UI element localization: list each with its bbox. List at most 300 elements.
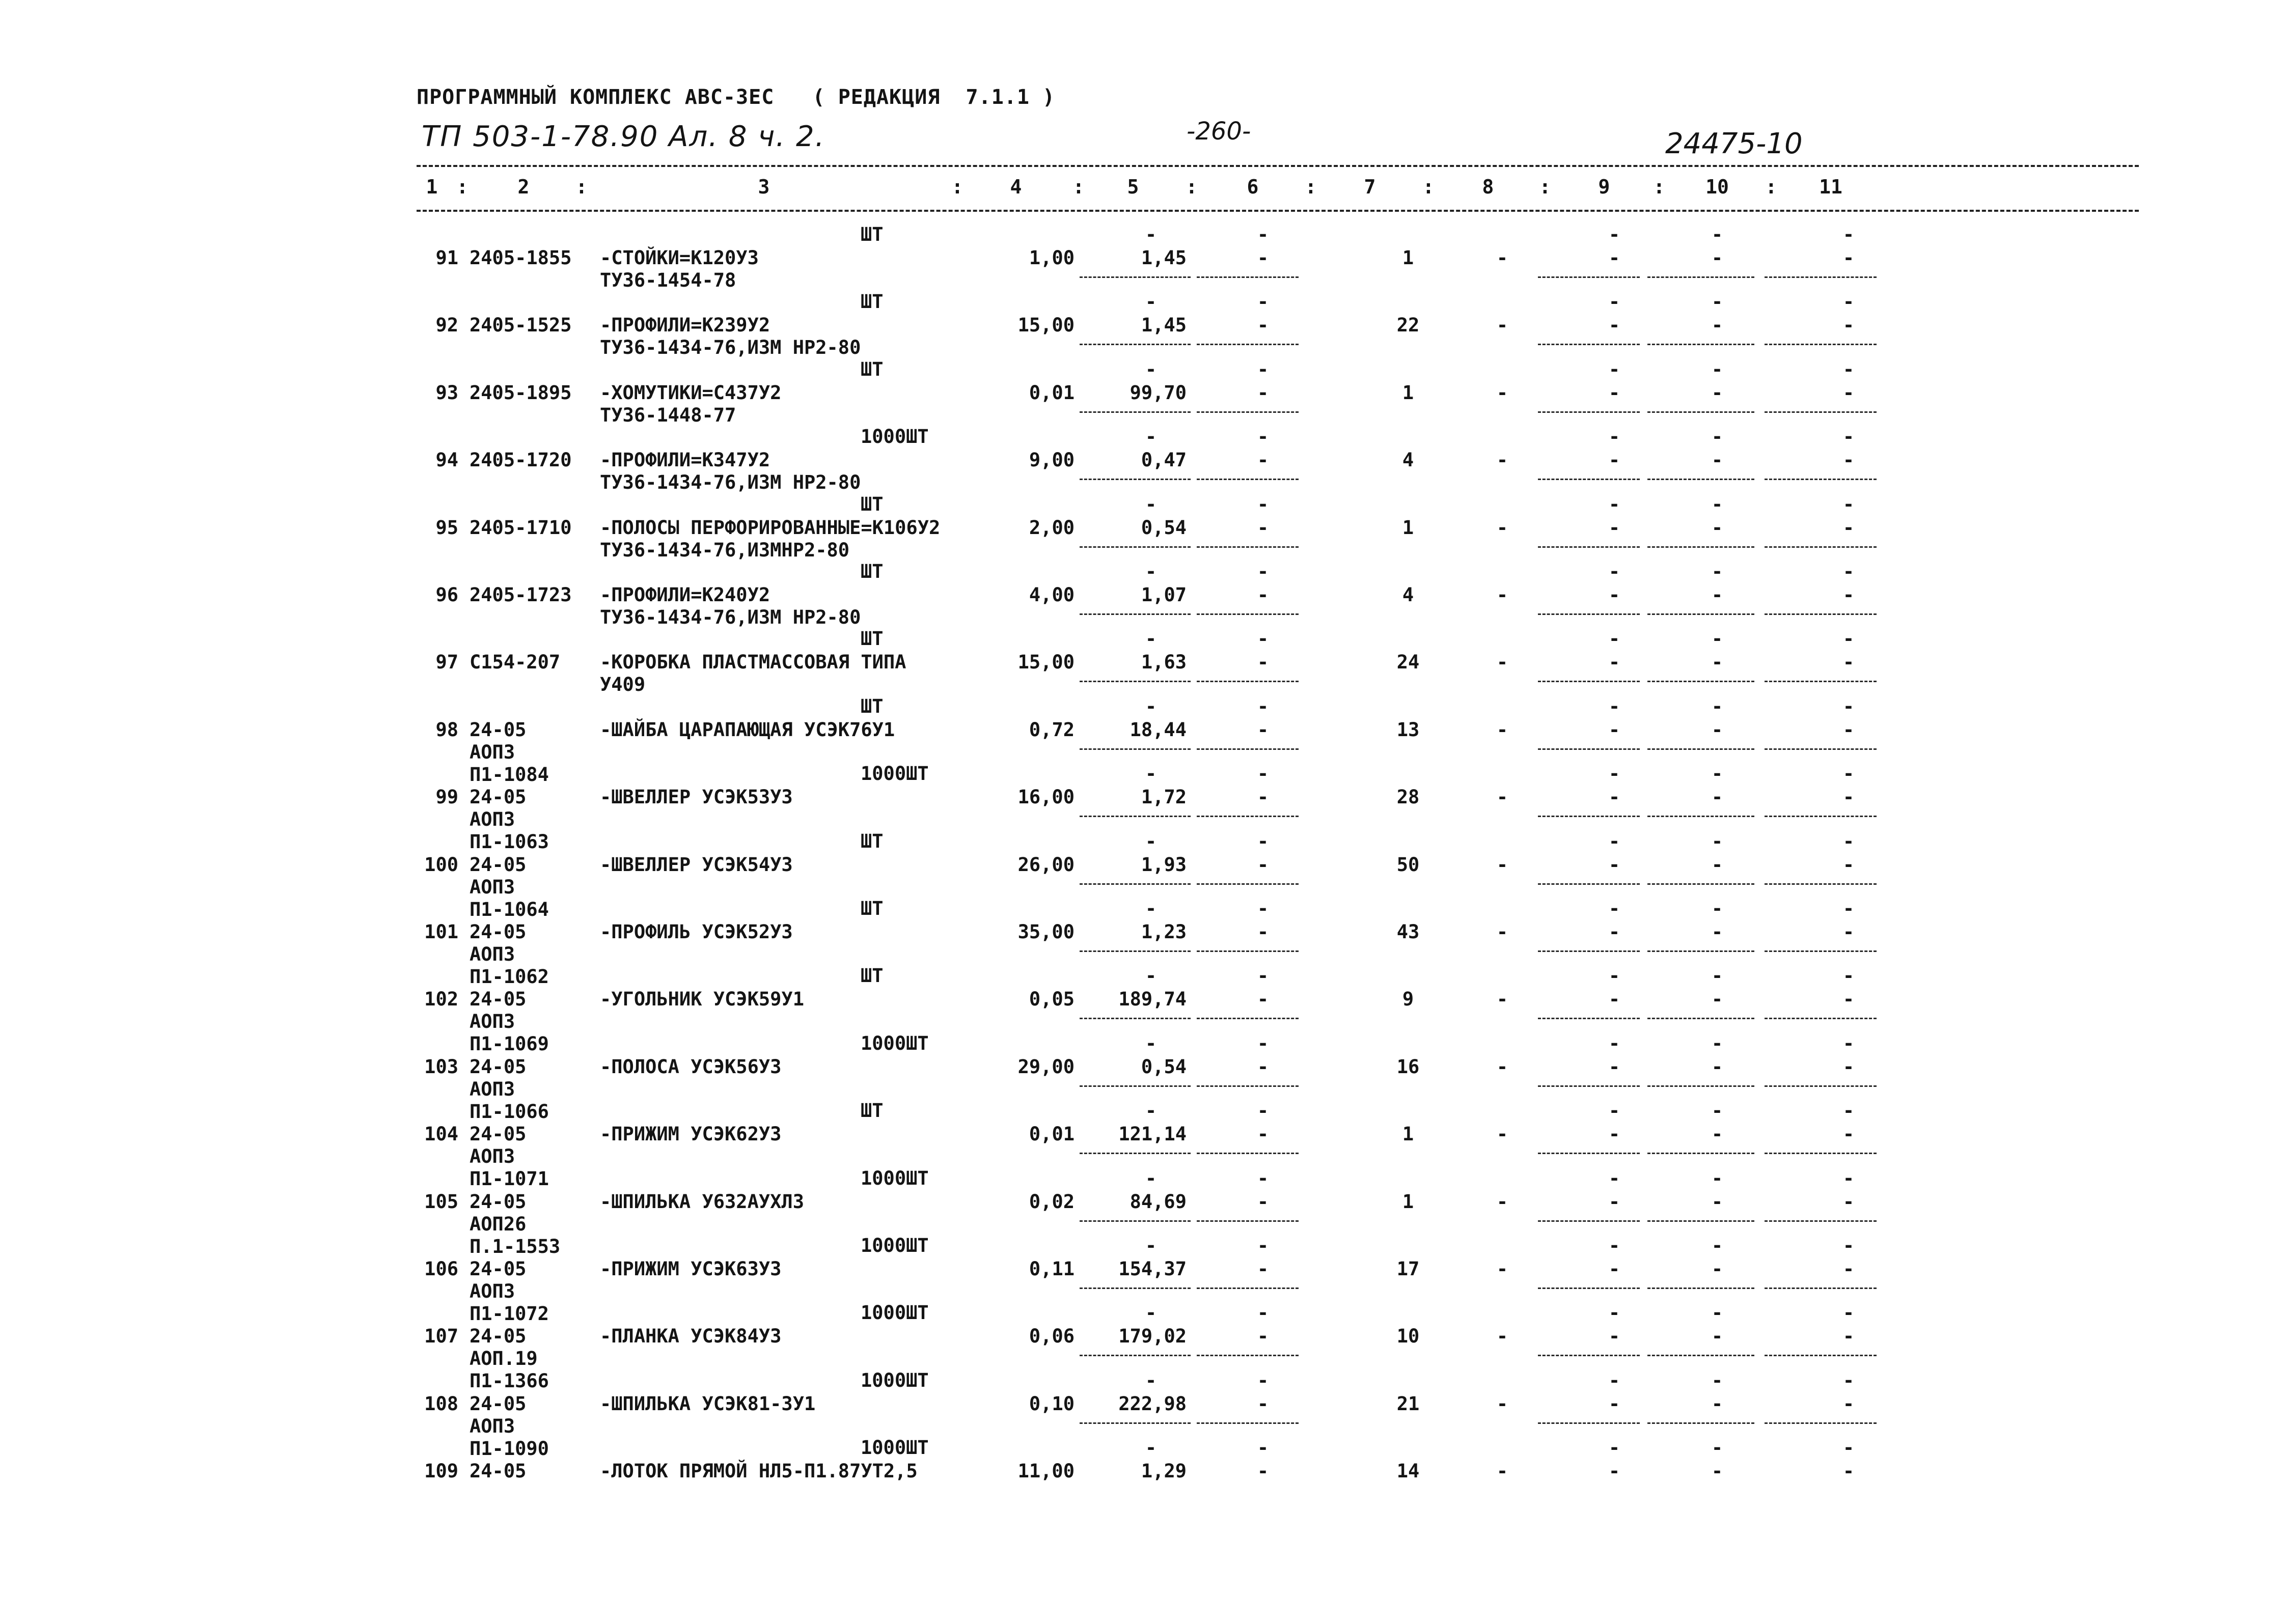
underline-col9 bbox=[1538, 681, 1640, 682]
dash-mark: - bbox=[1842, 854, 1855, 876]
item-name: -ШВЕЛЛЕР УСЭК54УЗ bbox=[600, 854, 793, 876]
dash-mark: - bbox=[1842, 786, 1855, 808]
dash-mark: - bbox=[1257, 1100, 1269, 1122]
dash-mark: - bbox=[1145, 223, 1157, 245]
dash-mark: - bbox=[1257, 921, 1269, 943]
underline-col5 bbox=[1080, 344, 1191, 345]
dash-mark: - bbox=[1842, 382, 1855, 404]
underline-col9 bbox=[1538, 748, 1640, 750]
dash-mark: - bbox=[1711, 1100, 1723, 1122]
underline-col9 bbox=[1538, 411, 1640, 413]
item-code: 2405-1720 bbox=[470, 449, 572, 471]
dash-mark: - bbox=[1145, 965, 1157, 987]
underline-col6 bbox=[1197, 1018, 1299, 1019]
dash-mark: - bbox=[1496, 1460, 1508, 1482]
dash-mark: - bbox=[1842, 988, 1855, 1010]
dash-mark: - bbox=[1842, 1369, 1855, 1391]
dash-mark: - bbox=[1711, 291, 1723, 313]
underline-col11 bbox=[1765, 1422, 1877, 1424]
dash-mark: - bbox=[1145, 763, 1157, 785]
underline-col6 bbox=[1197, 950, 1299, 952]
dash-mark: - bbox=[1842, 223, 1855, 245]
column-separator: : bbox=[1186, 176, 1198, 198]
dash-mark: - bbox=[1257, 1191, 1269, 1213]
item-code: АОПЗ bbox=[470, 1145, 515, 1167]
unit-price: 0,54 bbox=[1141, 1056, 1187, 1078]
underline-col11 bbox=[1765, 748, 1877, 750]
dash-mark: - bbox=[1842, 1460, 1855, 1482]
underline-col11 bbox=[1765, 411, 1877, 413]
underline-col9 bbox=[1538, 479, 1640, 480]
underline-col9 bbox=[1538, 613, 1640, 615]
item-name: У409 bbox=[600, 674, 646, 695]
dash-mark: - bbox=[1257, 1123, 1269, 1145]
column-separator: : bbox=[1072, 176, 1085, 198]
row-number: 95 bbox=[435, 517, 458, 539]
underline-col5 bbox=[1080, 411, 1191, 413]
dash-mark: - bbox=[1257, 628, 1269, 650]
underline-col9 bbox=[1538, 1287, 1640, 1289]
dash-mark: - bbox=[1711, 1258, 1723, 1280]
dash-mark: - bbox=[1257, 247, 1269, 269]
dash-mark: - bbox=[1257, 1056, 1269, 1078]
unit-price: 1,72 bbox=[1141, 786, 1187, 808]
row-number: 100 bbox=[424, 854, 458, 876]
dash-mark: - bbox=[1608, 1056, 1620, 1078]
dash-mark: - bbox=[1608, 1167, 1620, 1189]
item-name: -ПРИЖИМ УСЭК63УЗ bbox=[600, 1258, 782, 1280]
underline-col10 bbox=[1647, 1085, 1754, 1087]
item-code: П1-1366 bbox=[470, 1370, 549, 1392]
unit-price: 222,98 bbox=[1118, 1393, 1187, 1415]
dash-mark: - bbox=[1496, 1258, 1508, 1280]
dash-mark: - bbox=[1711, 1032, 1723, 1054]
quantity: 16,00 bbox=[1017, 786, 1075, 808]
dash-mark: - bbox=[1145, 1302, 1157, 1324]
unit-price: 0,54 bbox=[1141, 517, 1187, 539]
underline-col10 bbox=[1647, 411, 1754, 413]
underline-col5 bbox=[1080, 1287, 1191, 1289]
dash-mark: - bbox=[1145, 1167, 1157, 1189]
dash-mark: - bbox=[1496, 1393, 1508, 1415]
underline-col10 bbox=[1647, 1153, 1754, 1154]
program-title: ПРОГРАММНЫЙ КОМПЛЕКС АВС-ЗЕС ( РЕДАКЦИЯ 7.1.1 ) bbox=[417, 86, 1056, 109]
item-code: АОП26 bbox=[470, 1213, 527, 1235]
item-code: 2405-1525 bbox=[470, 314, 572, 336]
item-code: 24-05 bbox=[470, 1191, 527, 1213]
item-code: 24-05 bbox=[470, 1393, 527, 1415]
item-name: -ПРОФИЛИ=К240У2 bbox=[600, 584, 770, 606]
column-separator: : bbox=[575, 176, 588, 198]
unit-price: 121,14 bbox=[1118, 1123, 1187, 1145]
item-code: АОПЗ bbox=[470, 808, 515, 830]
item-name: -ПОЛОСЫ ПЕРФОРИРОВАННЫЕ=К106У2 bbox=[600, 517, 941, 539]
unit-price: 179,02 bbox=[1118, 1325, 1187, 1347]
total-value: 50 bbox=[1396, 854, 1420, 876]
item-code: 24-05 bbox=[470, 1325, 527, 1347]
unit-price: 1,45 bbox=[1141, 247, 1187, 269]
dash-mark: - bbox=[1496, 651, 1508, 673]
dash-mark: - bbox=[1608, 965, 1620, 987]
dash-mark: - bbox=[1257, 763, 1269, 785]
dash-mark: - bbox=[1608, 830, 1620, 852]
dash-mark: - bbox=[1842, 628, 1855, 650]
page-number: -260- bbox=[1187, 117, 1251, 146]
underline-col11 bbox=[1765, 816, 1877, 817]
dash-mark: - bbox=[1711, 1235, 1723, 1256]
dash-mark: - bbox=[1711, 1123, 1723, 1145]
dash-mark: - bbox=[1257, 223, 1269, 245]
total-value: 43 bbox=[1396, 921, 1420, 943]
column-separator: : bbox=[1539, 176, 1551, 198]
quantity: 4,00 bbox=[1029, 584, 1075, 606]
column-separator: : bbox=[1765, 176, 1777, 198]
item-code: 24-05 bbox=[470, 988, 527, 1010]
row-number: 109 bbox=[424, 1460, 458, 1482]
column-separator: : bbox=[951, 176, 963, 198]
underline-col5 bbox=[1080, 950, 1191, 952]
column-separator: : bbox=[1653, 176, 1665, 198]
dash-mark: - bbox=[1496, 314, 1508, 336]
dash-mark: - bbox=[1711, 449, 1723, 471]
dash-mark: - bbox=[1608, 426, 1620, 447]
underline-col6 bbox=[1197, 748, 1299, 750]
dash-mark: - bbox=[1608, 1191, 1620, 1213]
underline-col6 bbox=[1197, 1355, 1299, 1356]
dash-mark: - bbox=[1842, 695, 1855, 717]
column-header-9: 9 bbox=[1598, 176, 1610, 198]
dash-mark: - bbox=[1257, 1032, 1269, 1054]
dash-mark: - bbox=[1608, 786, 1620, 808]
unit-label: 1000ШТ bbox=[861, 1369, 929, 1391]
item-name: -ПРОФИЛИ=К347У2 bbox=[600, 449, 770, 471]
underline-col6 bbox=[1197, 1220, 1299, 1222]
dash-mark: - bbox=[1257, 426, 1269, 447]
total-value: 14 bbox=[1396, 1460, 1420, 1482]
item-name: -ПОЛОСА УСЭК56УЗ bbox=[600, 1056, 782, 1078]
dash-mark: - bbox=[1711, 695, 1723, 717]
dash-mark: - bbox=[1608, 358, 1620, 380]
dash-mark: - bbox=[1145, 291, 1157, 313]
dash-mark: - bbox=[1608, 493, 1620, 515]
row-number: 107 bbox=[424, 1325, 458, 1347]
dash-mark: - bbox=[1257, 854, 1269, 876]
dash-mark: - bbox=[1257, 493, 1269, 515]
dash-mark: - bbox=[1608, 449, 1620, 471]
dash-mark: - bbox=[1608, 719, 1620, 741]
underline-col11 bbox=[1765, 1355, 1877, 1356]
underline-col11 bbox=[1765, 613, 1877, 615]
dash-mark: - bbox=[1711, 965, 1723, 987]
dash-mark: - bbox=[1842, 247, 1855, 269]
header-rule-bottom bbox=[417, 210, 2139, 212]
dash-mark: - bbox=[1608, 1123, 1620, 1145]
unit-label: ШТ bbox=[861, 561, 884, 582]
underline-col10 bbox=[1647, 344, 1754, 345]
dash-mark: - bbox=[1842, 493, 1855, 515]
item-name: -СТОЙКИ=К120УЗ bbox=[600, 247, 759, 269]
underline-col10 bbox=[1647, 748, 1754, 750]
item-code: АОПЗ bbox=[470, 741, 515, 763]
row-number: 94 bbox=[435, 449, 458, 471]
row-number: 96 bbox=[435, 584, 458, 606]
unit-label: ШТ bbox=[861, 628, 884, 650]
underline-col11 bbox=[1765, 276, 1877, 278]
column-header-10: 10 bbox=[1705, 176, 1729, 198]
underline-col6 bbox=[1197, 276, 1299, 278]
underline-col9 bbox=[1538, 883, 1640, 885]
column-header-5: 5 bbox=[1127, 176, 1139, 198]
row-number: 104 bbox=[424, 1123, 458, 1145]
dash-mark: - bbox=[1496, 1123, 1508, 1145]
item-code: АОПЗ bbox=[470, 943, 515, 965]
underline-col10 bbox=[1647, 883, 1754, 885]
item-code: 24-05 bbox=[470, 786, 527, 808]
underline-col10 bbox=[1647, 546, 1754, 548]
total-value: 4 bbox=[1402, 584, 1414, 606]
dash-mark: - bbox=[1711, 763, 1723, 785]
dash-mark: - bbox=[1145, 426, 1157, 447]
underline-col5 bbox=[1080, 613, 1191, 615]
dash-mark: - bbox=[1257, 1393, 1269, 1415]
underline-col9 bbox=[1538, 344, 1640, 345]
column-header-7: 7 bbox=[1364, 176, 1376, 198]
total-value: 9 bbox=[1402, 988, 1414, 1010]
unit-price: 1,93 bbox=[1141, 854, 1187, 876]
quantity: 0,05 bbox=[1029, 988, 1075, 1010]
unit-price: 99,70 bbox=[1130, 382, 1187, 404]
total-value: 24 bbox=[1396, 651, 1420, 673]
dash-mark: - bbox=[1145, 1235, 1157, 1256]
dash-mark: - bbox=[1608, 1393, 1620, 1415]
dash-mark: - bbox=[1711, 651, 1723, 673]
underline-col9 bbox=[1538, 1153, 1640, 1154]
unit-price: 84,69 bbox=[1130, 1191, 1187, 1213]
unit-price: 18,44 bbox=[1130, 719, 1187, 741]
dash-mark: - bbox=[1711, 854, 1723, 876]
item-code: П1-1064 bbox=[470, 899, 549, 920]
underline-col11 bbox=[1765, 681, 1877, 682]
unit-label: 1000ШТ bbox=[861, 1235, 929, 1256]
unit-label: 1000ШТ bbox=[861, 1302, 929, 1324]
item-name: -ШАЙБА ЦАРАПАЮЩАЯ УСЭК76У1 bbox=[600, 719, 895, 741]
document-number: 24475-10 bbox=[1665, 127, 1803, 160]
dash-mark: - bbox=[1257, 314, 1269, 336]
unit-label: ШТ bbox=[861, 1100, 884, 1122]
dash-mark: - bbox=[1257, 786, 1269, 808]
total-value: 4 bbox=[1402, 449, 1414, 471]
quantity: 26,00 bbox=[1017, 854, 1075, 876]
quantity: 1,00 bbox=[1029, 247, 1075, 269]
dash-mark: - bbox=[1842, 1191, 1855, 1213]
underline-col11 bbox=[1765, 1287, 1877, 1289]
dash-mark: - bbox=[1842, 1235, 1855, 1256]
total-value: 1 bbox=[1402, 517, 1414, 539]
dash-mark: - bbox=[1711, 1437, 1723, 1459]
dash-mark: - bbox=[1608, 1235, 1620, 1256]
dash-mark: - bbox=[1257, 988, 1269, 1010]
column-separator: : bbox=[1422, 176, 1435, 198]
dash-mark: - bbox=[1608, 854, 1620, 876]
underline-col10 bbox=[1647, 816, 1754, 817]
dash-mark: - bbox=[1496, 517, 1508, 539]
underline-col9 bbox=[1538, 1220, 1640, 1222]
dash-mark: - bbox=[1842, 291, 1855, 313]
underline-col6 bbox=[1197, 344, 1299, 345]
underline-col9 bbox=[1538, 1018, 1640, 1019]
item-code: П1-1069 bbox=[470, 1033, 549, 1055]
dash-mark: - bbox=[1145, 493, 1157, 515]
dash-mark: - bbox=[1257, 1325, 1269, 1347]
underline-col5 bbox=[1080, 276, 1191, 278]
dash-mark: - bbox=[1711, 786, 1723, 808]
total-value: 22 bbox=[1396, 314, 1420, 336]
item-code: АОПЗ bbox=[470, 876, 515, 898]
item-name: -КОРОБКА ПЛАСТМАССОВАЯ ТИПА bbox=[600, 651, 906, 673]
underline-col9 bbox=[1538, 816, 1640, 817]
item-name: -ШПИЛЬКА У632АУХЛЗ bbox=[600, 1191, 804, 1213]
total-value: 16 bbox=[1396, 1056, 1420, 1078]
dash-mark: - bbox=[1145, 830, 1157, 852]
dash-mark: - bbox=[1711, 223, 1723, 245]
dash-mark: - bbox=[1257, 1437, 1269, 1459]
underline-col5 bbox=[1080, 748, 1191, 750]
underline-col11 bbox=[1765, 1085, 1877, 1087]
dash-mark: - bbox=[1842, 898, 1855, 919]
total-value: 17 bbox=[1396, 1258, 1420, 1280]
unit-label: ШТ bbox=[861, 223, 884, 245]
row-number: 105 bbox=[424, 1191, 458, 1213]
dash-mark: - bbox=[1842, 449, 1855, 471]
underline-col6 bbox=[1197, 1422, 1299, 1424]
row-number: 102 bbox=[424, 988, 458, 1010]
item-code: П1-1062 bbox=[470, 966, 549, 988]
item-code: АОП.19 bbox=[470, 1348, 538, 1369]
dash-mark: - bbox=[1257, 1167, 1269, 1189]
dash-mark: - bbox=[1711, 988, 1723, 1010]
dash-mark: - bbox=[1711, 1056, 1723, 1078]
dash-mark: - bbox=[1711, 719, 1723, 741]
row-number: 97 bbox=[435, 651, 458, 673]
dash-mark: - bbox=[1711, 314, 1723, 336]
underline-col5 bbox=[1080, 1085, 1191, 1087]
unit-label: ШТ bbox=[861, 695, 884, 717]
quantity: 15,00 bbox=[1017, 314, 1075, 336]
item-name: -ПРОФИЛЬ УСЭК52УЗ bbox=[600, 921, 793, 943]
underline-col6 bbox=[1197, 613, 1299, 615]
quantity: 0,02 bbox=[1029, 1191, 1075, 1213]
dash-mark: - bbox=[1496, 988, 1508, 1010]
item-code: 24-05 bbox=[470, 921, 527, 943]
unit-label: ШТ bbox=[861, 358, 884, 380]
item-name: ТУ36-1434-76,ИЗМ НР2-80 bbox=[600, 337, 861, 358]
item-code: 24-05 bbox=[470, 1056, 527, 1078]
underline-col9 bbox=[1538, 1355, 1640, 1356]
underline-col9 bbox=[1538, 950, 1640, 952]
underline-col9 bbox=[1538, 1085, 1640, 1087]
underline-col5 bbox=[1080, 1018, 1191, 1019]
dash-mark: - bbox=[1496, 854, 1508, 876]
quantity: 0,11 bbox=[1029, 1258, 1075, 1280]
item-code: 24-05 bbox=[470, 719, 527, 741]
dash-mark: - bbox=[1711, 628, 1723, 650]
column-header-2: 2 bbox=[517, 176, 530, 198]
dash-mark: - bbox=[1842, 651, 1855, 673]
dash-mark: - bbox=[1257, 965, 1269, 987]
item-name: -ШПИЛЬКА УСЭК81-ЗУ1 bbox=[600, 1393, 816, 1415]
dash-mark: - bbox=[1608, 1460, 1620, 1482]
item-code: П1-1071 bbox=[470, 1168, 549, 1190]
underline-col11 bbox=[1765, 546, 1877, 548]
unit-price: 1,45 bbox=[1141, 314, 1187, 336]
underline-col11 bbox=[1765, 883, 1877, 885]
underline-col6 bbox=[1197, 479, 1299, 480]
quantity: 29,00 bbox=[1017, 1056, 1075, 1078]
dash-mark: - bbox=[1257, 719, 1269, 741]
unit-price: 1,29 bbox=[1141, 1460, 1187, 1482]
quantity: 0,10 bbox=[1029, 1393, 1075, 1415]
dash-mark: - bbox=[1257, 358, 1269, 380]
row-number: 91 bbox=[435, 247, 458, 269]
item-name: ТУ36-1454-78 bbox=[600, 269, 736, 291]
dash-mark: - bbox=[1257, 1258, 1269, 1280]
underline-col6 bbox=[1197, 1153, 1299, 1154]
item-code: АОПЗ bbox=[470, 1415, 515, 1437]
quantity: 9,00 bbox=[1029, 449, 1075, 471]
total-value: 1 bbox=[1402, 1191, 1414, 1213]
dash-mark: - bbox=[1842, 965, 1855, 987]
dash-mark: - bbox=[1842, 763, 1855, 785]
unit-label: 1000ШТ bbox=[861, 1437, 929, 1459]
dash-mark: - bbox=[1145, 628, 1157, 650]
column-header-6: 6 bbox=[1247, 176, 1259, 198]
dash-mark: - bbox=[1257, 517, 1269, 539]
dash-mark: - bbox=[1257, 1302, 1269, 1324]
dash-mark: - bbox=[1842, 561, 1855, 582]
underline-col5 bbox=[1080, 1422, 1191, 1424]
dash-mark: - bbox=[1842, 314, 1855, 336]
underline-col11 bbox=[1765, 479, 1877, 480]
dash-mark: - bbox=[1608, 898, 1620, 919]
dash-mark: - bbox=[1842, 830, 1855, 852]
dash-mark: - bbox=[1496, 719, 1508, 741]
unit-label: 1000ШТ bbox=[861, 426, 929, 447]
dash-mark: - bbox=[1711, 493, 1723, 515]
dash-mark: - bbox=[1608, 628, 1620, 650]
underline-col10 bbox=[1647, 1220, 1754, 1222]
unit-price: 154,37 bbox=[1118, 1258, 1187, 1280]
item-code: П1-1066 bbox=[470, 1101, 549, 1123]
total-value: 1 bbox=[1402, 247, 1414, 269]
dash-mark: - bbox=[1842, 358, 1855, 380]
item-code: 2405-1855 bbox=[470, 247, 572, 269]
underline-col11 bbox=[1765, 1018, 1877, 1019]
dash-mark: - bbox=[1608, 561, 1620, 582]
unit-label: ШТ bbox=[861, 493, 884, 515]
item-code: 2405-1895 bbox=[470, 382, 572, 404]
column-header-8: 8 bbox=[1482, 176, 1494, 198]
dash-mark: - bbox=[1711, 1325, 1723, 1347]
dash-mark: - bbox=[1608, 695, 1620, 717]
dash-mark: - bbox=[1711, 1393, 1723, 1415]
dash-mark: - bbox=[1145, 1100, 1157, 1122]
row-number: 92 bbox=[435, 314, 458, 336]
dash-mark: - bbox=[1711, 426, 1723, 447]
dash-mark: - bbox=[1842, 1032, 1855, 1054]
item-code: П1-1063 bbox=[470, 831, 549, 853]
row-number: 103 bbox=[424, 1056, 458, 1078]
dash-mark: - bbox=[1608, 1369, 1620, 1391]
